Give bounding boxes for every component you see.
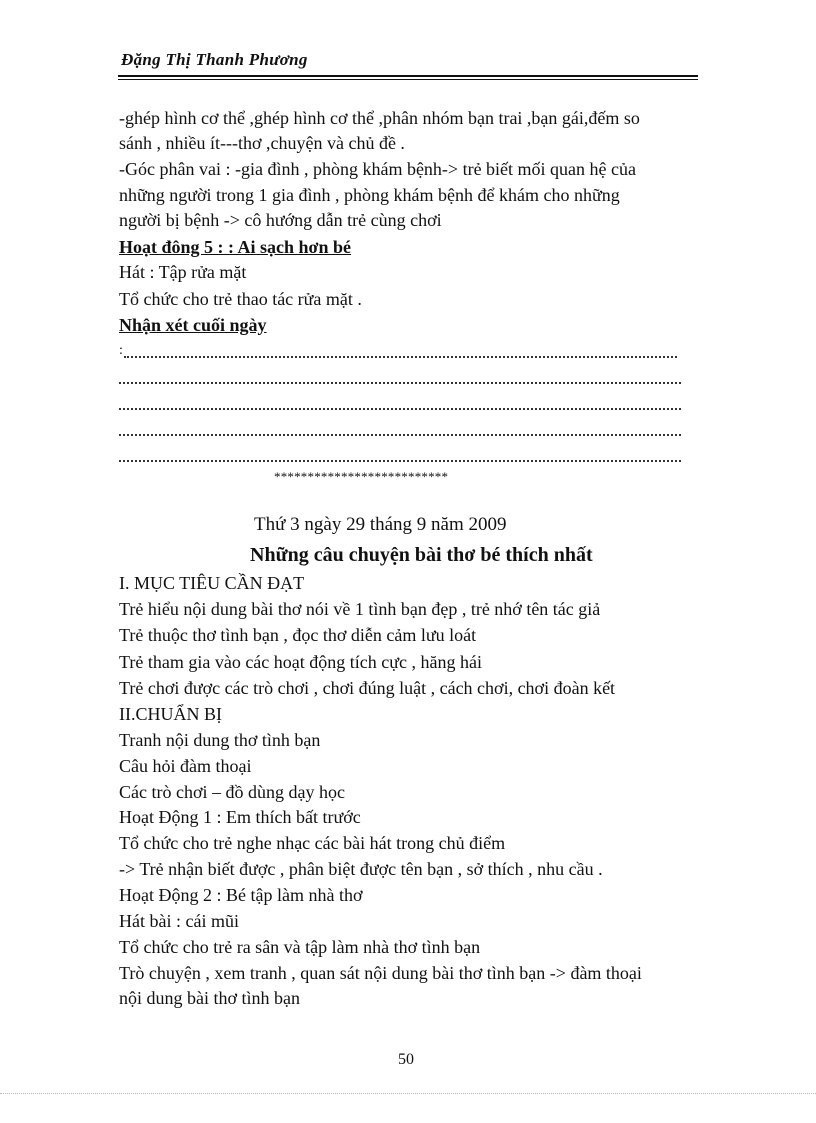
dotted-line xyxy=(119,458,681,462)
text-line: Hát : Tập rửa mặt xyxy=(119,262,247,282)
dotted-line xyxy=(119,432,681,436)
text-line: Trẻ chơi được các trò chơi , chơi đúng luật , cách chơi, chơi đoàn kết xyxy=(119,678,616,698)
text-line: Trẻ thuộc thơ tình bạn , đọc thơ diễn cảm lưu loát xyxy=(119,625,477,645)
text-line: Hoạt Động 2 : Bé tập làm nhà thơ xyxy=(119,885,363,905)
text-line: II.CHUẨN BỊ xyxy=(119,704,222,724)
separator-stars: ************************** xyxy=(274,469,449,484)
lesson-title: Những câu chuyện bài thơ bé thích nhất xyxy=(250,544,593,566)
text-line: những người trong 1 gia đình , phòng khám bệnh để khám cho những xyxy=(119,185,620,205)
text-line: -Góc phân vai : -gia đình , phòng khám bệnh-> trẻ biết mối quan hệ của xyxy=(119,159,637,179)
page-number: 50 xyxy=(398,1051,414,1068)
text-line: Trẻ hiểu nội dung bài thơ nói về 1 tình bạn đẹp , trẻ nhớ tên tác giả xyxy=(119,599,601,619)
page-bottom-border xyxy=(0,1092,816,1094)
text-line: Tổ chức cho trẻ ra sân và tập làm nhà thơ tình bạn xyxy=(119,937,481,957)
header-author: Đặng Thị Thanh Phương xyxy=(121,50,308,69)
evaluation-heading: Nhận xét cuối ngày xyxy=(119,315,267,335)
text-line: Hoạt Động 1 : Em thích bất trước xyxy=(119,807,361,827)
text-line: I. MỤC TIÊU CẦN ĐẠT xyxy=(119,573,305,593)
dotted-line xyxy=(119,406,681,410)
activity5-heading: Hoạt đông 5 : : Ai sạch hơn bé xyxy=(119,237,352,257)
text-line: Trẻ tham gia vào các hoạt động tích cực , hăng hái xyxy=(119,652,482,672)
text-line: người bị bệnh -> cô hướng dẫn trẻ cùng chơi xyxy=(119,210,442,230)
header-rule-thin xyxy=(118,79,698,80)
text-line: Các trò chơi – đồ dùng dạy học xyxy=(119,782,345,802)
dotted-line xyxy=(124,354,677,358)
dotted-line xyxy=(119,380,681,384)
lesson-date: Thứ 3 ngày 29 tháng 9 năm 2009 xyxy=(254,514,507,535)
evaluation-colon: : xyxy=(119,343,123,358)
text-line: -ghép hình cơ thể ,ghép hình cơ thể ,phân nhóm bạn trai ,bạn gái,đếm so xyxy=(119,108,640,128)
text-line: Tổ chức cho trẻ nghe nhạc các bài hát trong chủ điểm xyxy=(119,833,506,853)
text-line: -> Trẻ nhận biết được , phân biệt được tên bạn , sở thích , nhu cầu . xyxy=(119,859,603,879)
text-line: Hát bài : cái mũi xyxy=(119,911,239,931)
header-rule-thick xyxy=(118,75,698,77)
text-line: Trò chuyện , xem tranh , quan sát nội dung bài thơ tình bạn -> đàm thoại xyxy=(119,963,642,983)
text-line: nội dung bài thơ tình bạn xyxy=(119,988,301,1008)
text-line: sánh , nhiều ít---thơ ,chuyện và chủ đề . xyxy=(119,133,405,153)
text-line: Câu hỏi đàm thoại xyxy=(119,756,252,776)
text-line: Tổ chức cho trẻ thao tác rửa mặt . xyxy=(119,289,362,309)
text-line: Tranh nội dung thơ tình bạn xyxy=(119,730,321,750)
